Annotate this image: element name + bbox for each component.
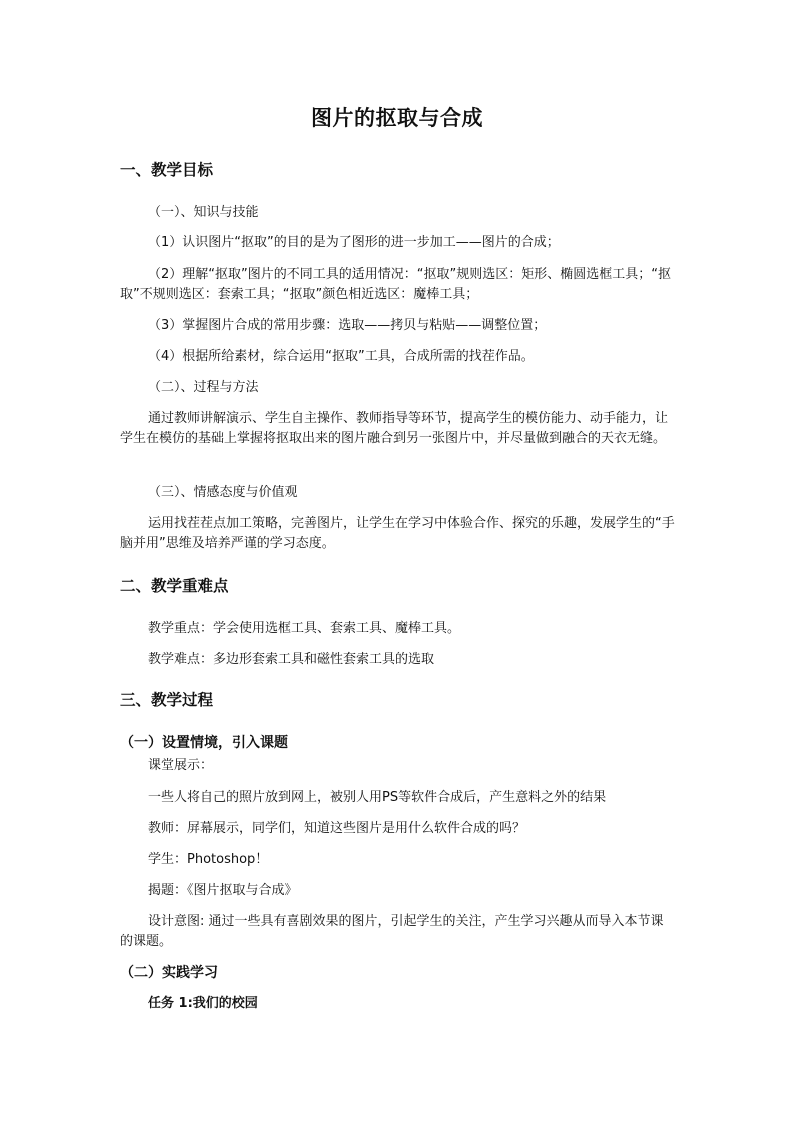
attitude-values-text: 运用找茬茬点加工策略，完善图片，让学生在学习中体验合作、探究的乐趣，发展学生的“手脑并用”思维及培养严谨的学习态度。: [120, 516, 675, 551]
process-method-text: 通过教师讲解演示、学生自主操作、教师指导等环节，提高学生的模仿能力、动手能力，让学生在模仿的基础上掌握将抠取出来的图片融合到另一张图片中，并尽量做到融合的天衣无缝。: [120, 411, 669, 446]
difficult-point-text: 教学难点：多边形套索工具和磁性套索工具的选取: [148, 652, 435, 667]
part-heading-practice: （二）实践学习: [120, 965, 218, 981]
task-1-label: 任务 1:我们的校园: [148, 996, 258, 1011]
part-heading-introduction: （一）设置情境，引入课题: [120, 735, 288, 751]
subheading-knowledge-skills: （一）、知识与技能: [148, 205, 259, 220]
teacher-dialogue: 教师：屏幕展示，同学们，知道这些图片是用什么软件合成的吗？: [148, 821, 526, 836]
classroom-display-label: 课堂展示：: [148, 758, 214, 773]
section-heading-key-points: 二、教学重难点: [120, 577, 229, 595]
key-point-text: 教学重点：学会使用选框工具、套索工具、魔棒工具。: [148, 621, 461, 636]
design-intent-text: 设计意图: 通过一些具有喜剧效果的图片，引起学生的关注，产生学习兴趣从而导入本节课的课题。: [120, 914, 664, 949]
objective-item-3: （3）掌握图片合成的常用步骤：选取——拷贝与粘贴——调整位置；: [148, 318, 547, 333]
objective-item-1: （1）认识图片“抠取”的目的是为了图形的进一步加工——图片的合成；: [148, 235, 560, 250]
student-dialogue: 学生：Photoshop！: [148, 852, 269, 867]
section-heading-teaching-process: 三、教学过程: [120, 691, 214, 709]
subheading-attitude-values: （三）、情感态度与价值观: [148, 485, 298, 500]
subheading-process-method: （二）、过程与方法: [148, 380, 259, 395]
classroom-display-text: 一些人将自己的照片放到网上，被别人用PS等软件合成后，产生意料之外的结果: [148, 790, 607, 805]
section-heading-objectives: 一、教学目标: [120, 161, 214, 179]
objective-item-4: （4）根据所给素材，综合运用“抠取”工具，合成所需的找茬作品。: [148, 349, 534, 364]
objective-item-2: （2）理解“抠取”图片的不同工具的适用情况：“抠取”规则选区：矩形、椭圆选框工具；“抠取”不规则选区：套索工具；“抠取”颜色相近选区：魔棒工具；: [120, 267, 671, 302]
page-title: 图片的抠取与合成: [311, 105, 483, 130]
topic-reveal: 揭题：《图片抠取与合成》: [148, 883, 298, 898]
